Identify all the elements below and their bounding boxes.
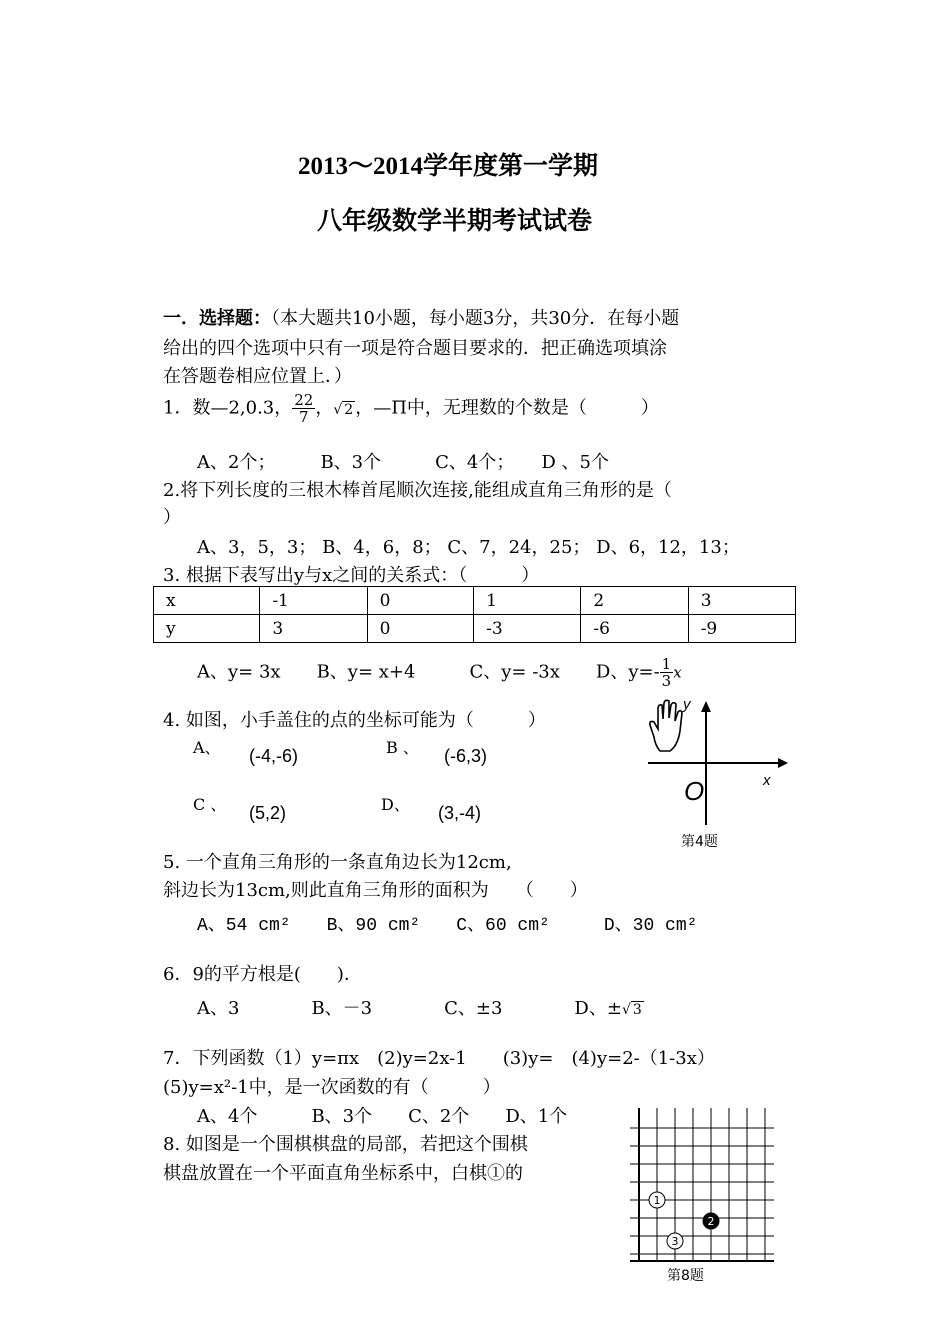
stone-2-label: 2 bbox=[707, 1215, 715, 1228]
q6-options-text: A、3 B、－3 C、±3 D、± bbox=[197, 998, 622, 1019]
question-6-stem: 6．9的平方根是( )． bbox=[163, 964, 362, 985]
y-axis-arrow-icon bbox=[701, 701, 711, 712]
q6-sqrt: √ 3 bbox=[621, 1002, 642, 1018]
question-3-stem: 3. 根据下表写出y与x之间的关系式：（ ） bbox=[163, 565, 540, 586]
question-8-stem-line1: 8. 如图是一个围棋棋盘的局部，若把这个围棋 bbox=[163, 1134, 528, 1155]
table-cell: -6 bbox=[581, 615, 688, 643]
question-7-stem-line2: (5)y=x²-1中，是一次函数的有（ ） bbox=[163, 1077, 501, 1098]
question-5-stem-line2: 斜边长为13cm,则此直角三角形的面积为 （ ） bbox=[163, 880, 588, 901]
q1-fraction-denominator: 7 bbox=[299, 408, 309, 426]
question-5-stem-line1: 5. 一个直角三角形的一条直角边长为12cm, bbox=[163, 852, 512, 873]
q4-figure-caption: 第4题 bbox=[681, 834, 718, 850]
stone-1-label: 1 bbox=[653, 1194, 661, 1207]
exam-title-line2: 八年级数学半期考试试卷 bbox=[317, 208, 593, 235]
section-intro-line2: 给出的四个选项中只有一项是符合题目要求的．把正确选项填涂 bbox=[163, 338, 667, 359]
question-5-options: A、54 cm² B、90 cm² C、60 cm² D、30 cm² bbox=[197, 916, 698, 936]
go-board-figure bbox=[630, 1108, 780, 1264]
table-cell: 2 bbox=[581, 587, 688, 615]
q4-figure-y-label: y bbox=[683, 696, 691, 713]
section-heading: 一．选择题： bbox=[163, 308, 271, 329]
q4-option-c-value: (5,2) bbox=[249, 803, 287, 823]
q3-d-numerator: 1 bbox=[661, 655, 672, 673]
table-cell: 0 bbox=[367, 587, 473, 615]
question-6-options bbox=[197, 994, 644, 1020]
hand-icon bbox=[650, 700, 682, 751]
question-1-stem bbox=[163, 392, 659, 425]
table-cell: 3 bbox=[260, 615, 367, 643]
table-cell: -3 bbox=[474, 615, 581, 643]
q1-fraction bbox=[292, 392, 315, 425]
q4-option-b-label: B 、 bbox=[386, 738, 419, 757]
question-4-stem: 4. 如图，小手盖住的点的坐标可能为（ ） bbox=[163, 710, 546, 731]
q8-figure-caption: 第8题 bbox=[667, 1268, 704, 1284]
q6-sqrt-radicand: 3 bbox=[632, 1002, 642, 1018]
q1-suffix: ，—Π中，无理数的个数是（ ） bbox=[355, 397, 659, 419]
table-cell: -1 bbox=[260, 587, 367, 615]
q3-d-variable: x bbox=[673, 663, 682, 682]
table-cell: 3 bbox=[688, 587, 795, 615]
section-intro-line3: 在答题卷相应位置上．） bbox=[163, 366, 352, 387]
question-8-stem-line2: 棋盘放置在一个平面直角坐标系中，白棋①的 bbox=[163, 1163, 523, 1184]
q4-option-a-label: A、 bbox=[193, 738, 221, 757]
q1-fraction-numerator: 22 bbox=[294, 391, 314, 409]
table-row bbox=[154, 615, 796, 643]
question-2-stem-line2: ） bbox=[163, 507, 181, 528]
section-intro-text: （本大题共10小题，每小题3分，共30分．在每小题 bbox=[271, 308, 680, 329]
q1-prefix: 1．数—2,0.3， bbox=[163, 397, 293, 419]
q4-option-d-value: (3,-4) bbox=[438, 803, 482, 823]
table-cell: x bbox=[154, 587, 260, 615]
table-cell: -9 bbox=[688, 615, 795, 643]
question-1-options: A、2个； B、3个 C、4个； D 、5个 bbox=[197, 452, 609, 473]
q3-d-denominator: 3 bbox=[661, 672, 672, 690]
q4-figure-origin-label: O bbox=[684, 776, 705, 806]
stone-3-label: 3 bbox=[671, 1235, 679, 1248]
q3-options-text: A、y= 3x B、y= x+4 C、y= -3x D、y=- bbox=[197, 661, 660, 683]
section-intro-line1 bbox=[163, 304, 679, 330]
table-cell: y bbox=[154, 615, 260, 643]
xy-value-table bbox=[153, 586, 796, 643]
table-cell: 1 bbox=[474, 587, 581, 615]
q1-sqrt-radicand: 2 bbox=[344, 401, 354, 418]
q3-d-fraction bbox=[660, 656, 674, 689]
question-7-options: A、4个 B、3个 C、2个 D、1个 bbox=[197, 1106, 568, 1127]
q4-figure-x-label: x bbox=[763, 772, 771, 789]
question-2-options: A、3，5，3； B、4，6，8； C、7，24，25； D、6，12，13； bbox=[197, 537, 740, 558]
table-row bbox=[154, 587, 796, 615]
q4-option-d-label: D、 bbox=[381, 795, 410, 814]
q4-coordinate-figure bbox=[640, 695, 790, 830]
q4-option-a-value: (-4,-6) bbox=[249, 746, 298, 766]
q1-comma: ， bbox=[315, 397, 334, 419]
question-3-options bbox=[197, 656, 682, 689]
table-cell: 0 bbox=[367, 615, 473, 643]
question-7-stem-line1: 7．下列函数（1）y=πx (2)y=2x-1 (3)y= (4)y=2-（1-3x） bbox=[163, 1048, 715, 1069]
q4-option-c-label: C 、 bbox=[193, 795, 227, 814]
question-2-stem-line1: 2.将下列长度的三根木棒首尾顺次连接,能组成直角三角形的是（ bbox=[163, 480, 672, 501]
go-board-grid bbox=[630, 1108, 774, 1261]
q1-sqrt: √ 2 bbox=[333, 401, 354, 418]
x-axis-arrow-icon bbox=[778, 758, 788, 768]
q4-option-b-value: (-6,3) bbox=[444, 746, 488, 766]
exam-title-line1: 2013～2014学年度第一学期 bbox=[298, 153, 599, 180]
